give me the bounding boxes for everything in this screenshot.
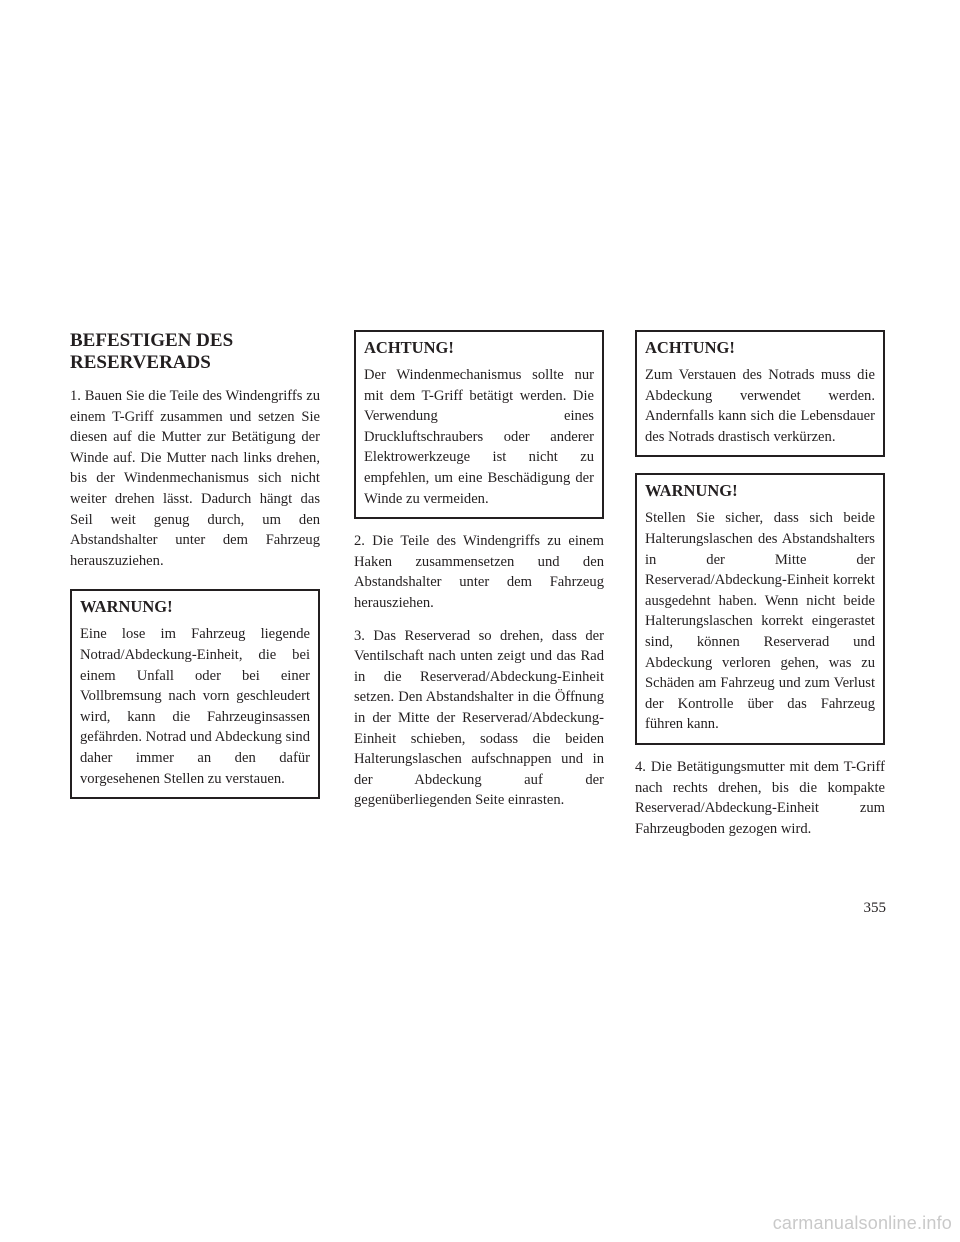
warning-box-1 [70,589,320,799]
column-right [635,330,885,851]
warning-title-1: WARNUNG! [80,597,173,617]
caution-title-2: ACHTUNG! [645,338,735,357]
page-number: 355 [863,900,886,916]
warning-title-2: WARNUNG! [645,481,738,501]
column-middle [354,330,604,823]
warning-text-2: Stellen Sie sicher, dass sich beide Halterungslaschen des Abstandshalters in der Mitte der Reserverad/Abdeckung-Einheit korrekt ausgedehnt haben. Wenn nicht beide Halterungslaschen korrekt eingerastet sind, können Reserverad und Abdeckung verloren gehen, was zu Schäden am Fahrzeug und zum Verlust der Kontrolle über das Fahrzeug führen kann. [645,510,875,733]
step-3-paragraph: 3. Das Reserverad so drehen, dass der Ventilschaft nach unten zeigt und das Rad in die Reserverad/Abdeckung-Einheit setzen. Den Abstandshalter in die Öffnung in der Mitte der Reserverad/Abdeckung-Einheit schieben, sodass die beiden Halterungslaschen aufschnappen und in der Abdeckung auf der gegenüberliegenden Seite einrasten. [354,627,604,809]
step-2-paragraph: 2. Die Teile des Windengriffs zu einem Haken zusammensetzen und den Abstandshalter unter dem Fahrzeug herausziehen. [354,533,604,611]
step-4-paragraph: 4. Die Betätigungsmutter mit dem T-Griff nach rechts drehen, bis die kompakte Reserverad/Abdeckung-Einheit zum Fahrzeugboden gezogen wird. [635,758,885,837]
caution-text-1: Der Windenmechanismus sollte nur mit dem T-Griff betätigt werden. Die Verwendung eines Druckluftschraubers oder anderer Elektrowerkzeuge ist nicht zu empfehlen, um eine Beschädigung der Winde zu vermeiden. [364,367,594,507]
section-heading-line1: BEFESTIGEN DES [70,330,234,351]
caution-box-1 [354,330,604,519]
column-left [70,330,320,811]
warning-text-1: Eine lose im Fahrzeug liegende Notrad/Abdeckung-Einheit, die bei einem Unfall oder bei einer Vollbremsung nach vorn geschleudert wird, kann die Fahrzeuginsassen gefährden. Notrad und Abdeckung sind daher immer an den dafür vorgesehenen Stellen zu verstauen. [80,626,310,787]
section-heading-line2: RESERVERADS [70,352,211,373]
caution-text-2: Zum Verstauen des Notrads muss die Abdeckung verwendet werden. Andernfalls kann sich die Lebensdauer des Notrads drastisch verkürzen. [645,367,875,445]
warning-box-2 [635,473,885,745]
caution-box-2 [635,330,885,457]
watermark-text: carmanualsonline.info [772,1213,952,1233]
step-1-paragraph: 1. Bauen Sie die Teile des Windengriffs zu einem T-Griff zusammen und setzen Sie diesen auf die Mutter zur Betätigung der Winde auf. Die Mutter nach links drehen, bis der Windenmechanismus sich nicht weiter drehen lässt. Dadurch hängt das Seil weit genug durch, um den Abstandshalter unter dem Fahrzeug herauszuziehen. [70,388,320,569]
section-heading [70,330,320,374]
caution-title-1: ACHTUNG! [364,338,454,357]
